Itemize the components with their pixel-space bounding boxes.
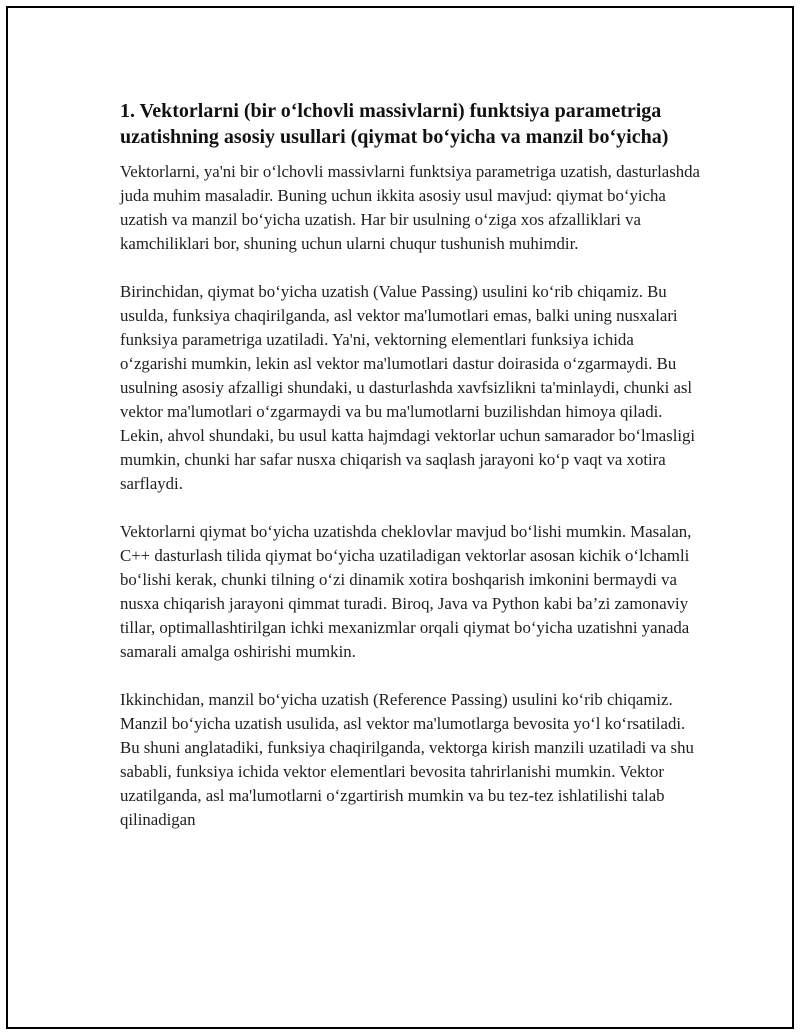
paragraph-value-passing: Birinchidan, qiymat bo‘yicha uzatish (Value Passing) usulini ko‘rib chiqamiz. Bu usulda, funksiya chaqirilganda, asl vektor ma'lumotlari emas, balki uning nusxalari funksiya parametriga uzatiladi. Ya'ni, vektorning elementlari funksiya ichida o‘zgarishi mumkin, lekin asl vektor ma'lumotlari dastur doirasida o‘zgarmaydi. Bu usulning asosiy afzalligi shundaki, u dasturlashda xavfsizlikni ta'minlaydi, chunki asl vektor ma'lumotlari o‘zgarmaydi va bu ma'lumotlarni buzilishdan himoya qiladi. Lekin, ahvol shundaki, bu usul katta hajmdagi vektorlar uchun samarador bo‘lmasligi mumkin, chunki har safar nusxa chiqarish va saqlash jarayoni ko‘p vaqt va xotira sarflaydi. <box>120 282 696 493</box>
paragraph-reference-passing: Ikkinchidan, manzil bo‘yicha uzatish (Reference Passing) usulini ko‘rib chiqamiz. Manzil bo‘yicha uzatish usulida, asl vektor ma'lumotlarga bevosita yo‘l ko‘rsatiladi. Bu shuni anglatadiki, funksiya chaqirilganda, vektorga kirish manzili uzatiladi va shu sababli, funksiya ichida vektor elementlari bevosita tahrirlanishi mumkin. Vektor uzatilganda, asl ma'lumotlarni o‘zgartirish mumkin va bu tez-tez ishlatilishi talab qilinadigan <box>120 690 694 829</box>
paragraph-value-limitations: Vektorlarni qiymat bo‘yicha uzatishda cheklovlar mavjud bo‘lishi mumkin. Masalan, C++ dasturlash tilida qiymat bo‘yicha uzatiladigan vektorlar asosan kichik o‘lchamli bo‘lishi kerak, chunki tilning o‘zi dinamik xotira boshqarish imkonini bermaydi va nusxa chiqarish jarayoni qimmat turadi. Biroq, Java va Python kabi ba’zi zamonaviy tillar, optimallashtirilgan ichki mexanizmlar orqali qiymat bo‘yicha uzatishni yanada samarali amalga oshirishi mumkin. <box>120 522 692 661</box>
paragraph-intro: Vektorlarni, ya'ni bir o‘lchovli massivlarni funktsiya parametriga uzatish, dasturlashda juda muhim masaladir. Buning uchun ikkita asosiy usul mavjud: qiymat bo‘yicha uzatish va manzil bo‘yicha uzatish. Har bir usulning o‘ziga xos afzalliklari va kamchiliklari bor, shuning uchun ularni chuqur tushunish muhimdir. <box>120 162 700 253</box>
section-heading: 1. Vektorlarni (bir o‘lchovli massivlarni) funktsiya parametriga uzatishning asosiy usullari (qiymat bo‘yicha va manzil bo‘yicha) <box>120 100 669 148</box>
document-body <box>120 98 702 856</box>
page-frame <box>6 6 794 1029</box>
